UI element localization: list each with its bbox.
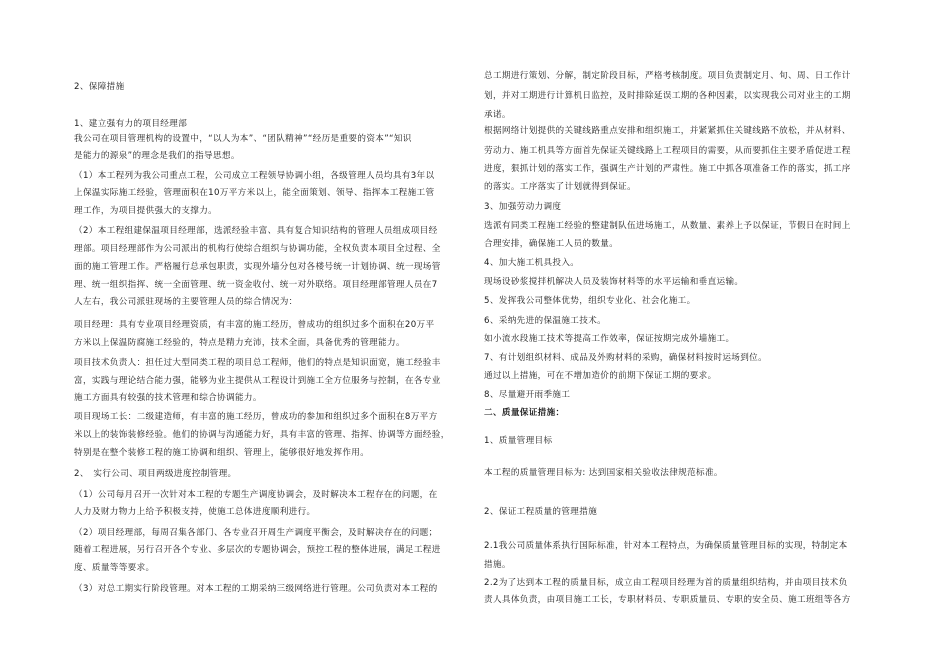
right-column-text-line: 5、发挥我公司整体优势，组织专业化、社会化施工。 bbox=[484, 296, 696, 306]
left-column-text-line: 项目现场工长：二级建造师，有丰富的施工经历，曾成功的参加和组织过多个面积在8万平方 bbox=[74, 412, 438, 422]
right-column-text-line: 3、加强劳动力调度 bbox=[484, 202, 562, 212]
right-column-text-line: 承诺。 bbox=[484, 110, 511, 120]
left-column-text-line: 随着工程进展，另行召开各个专业、多层次的专题协调会，预控工程的整体进展，满足工程进 bbox=[74, 545, 441, 555]
right-column-text-line: 措施。 bbox=[484, 560, 511, 570]
left-column-text-line: 1、建立强有力的项目经理部 bbox=[74, 119, 188, 129]
left-column-text-line: （3）对总工期实行阶段管理。对本工程的工期采纳三级网络进行管理。公司负责对本工程的 bbox=[74, 584, 438, 594]
left-column-text-line: 度、质量等等要求。 bbox=[74, 563, 155, 573]
right-column-text-line: 总工期进行策划、分解，制定阶段目标，严格考核制度。项目负责制定月、旬、周、日工作计 bbox=[484, 71, 851, 81]
right-column-text-line: 选派有同类工程施工经验的整建制队伍进场施工，从数量、素养上予以保证，节假日在时间上 bbox=[484, 221, 851, 231]
right-column-text-line: 8、尽量避开雨季施工 bbox=[484, 390, 571, 400]
left-column-text-line: （2）项目经理部，每周召集各部门、各专业召开周生产调度平衡会，及时解决存在的问题； bbox=[74, 528, 438, 538]
right-column-text-line: 2.2为了达到本工程的质量目标，成立由工程项目经理为首的质量组织结构，并由项目技术负 bbox=[484, 578, 848, 588]
left-column-text-line: 施工方面具有较强的技术管理和综合协调能力。 bbox=[74, 393, 262, 403]
right-column-text-line: 劳动力、施工机具等方面首先保证关键线路上工程项目的需要，从而要抓住主要矛盾促进工程 bbox=[484, 146, 851, 156]
right-column-text-line: 合理安排，确保施工人员的数量。 bbox=[484, 239, 619, 249]
left-column-text-line: （1）本工程列为我公司重点工程，公司成立工程领导协调小组，各级管理人员均具有3年以 bbox=[74, 171, 435, 181]
right-column-text-line: 责人具体负责，由项目施工工长，专职材料员、专职质量员、专职的安全员、施工班组等各方 bbox=[484, 595, 851, 605]
left-column-text-line: 人左右，我公司派驻现场的主要管理人员的综合情况为： bbox=[74, 297, 298, 307]
right-column-text-line: 根据网络计划提供的关键线路重点安排和组织施工，并紧紧抓住关键线路不放松，并从材料、 bbox=[484, 126, 851, 136]
left-column-text-line: 我公司在项目管理机构的设置中，“以人为本”、“团队精神”“经历是重要的资本”“知识 bbox=[74, 134, 412, 144]
right-column-text-line: 4、加大施工机具投入。 bbox=[484, 258, 580, 268]
left-column-text-line: 上保温实际施工经验，管理面积在10万平方米以上，能全面策划、领导、指挥本工程施工管 bbox=[74, 188, 435, 198]
left-column-text-line: 2、保障措施 bbox=[74, 82, 125, 92]
right-column-text-line: 如小流水段施工技术等提高工作效率，保证按期完成外墙施工。 bbox=[484, 334, 735, 344]
left-column-text-line: 理部。项目经理部作为公司派出的机构行使综合组织与协调功能，全权负责本项目全过程、全 bbox=[74, 244, 441, 254]
right-column-text-line: 1、质量管理目标 bbox=[484, 436, 553, 446]
right-column-text-line: 通过以上措施，可在不增加造价的前期下保证工期的要求。 bbox=[484, 371, 717, 381]
left-column-text-line: 特别是在整个装修工程的施工协调和组织、管理上，能够很好地发挥作用。 bbox=[74, 448, 370, 458]
right-column-text-line: 的落实。工序落实了计划就得到保证。 bbox=[484, 182, 637, 192]
right-column-text-line: 7、有计划组织材料、成品及外购材料的采购，确保材料按时运场到位。 bbox=[484, 353, 768, 363]
left-column-text-line: 项目经理：具有专业项目经理资质，有丰富的施工经历，曾成功的组织过多个面积在20万平 bbox=[74, 320, 435, 330]
left-column-text-line: 理、统一组织指挥、统一全面管理、统一资金收付、统一对外联络。项目经理部管理人员在7 bbox=[74, 280, 438, 290]
right-column-text-line: 划，并对工期进行计算机日监控，及时排除延误工期的各种因素，以实现我公司对业主的工期 bbox=[484, 91, 851, 101]
left-column-text-line: 米以上的装饰装修经验。他们的协调与沟通能力好，具有丰富的管理、指挥、协调等方面经验， bbox=[74, 430, 450, 440]
right-column-text-line: 6、采纳先进的保温施工技术。 bbox=[484, 316, 607, 326]
right-column-text-line: 2、保证工程质量的管理措施 bbox=[484, 507, 598, 517]
left-column-text-line: 项目技术负责人：担任过大型同类工程的项目总工程师，他们的特点是知识面宽，施工经验丰 bbox=[74, 358, 441, 368]
right-column-text-line: 2.1我公司质量体系执行国际标准，针对本工程特点，为确保质量管理目标的实现，特制定本 bbox=[484, 541, 848, 551]
left-column-text-line: 人力及财力物力上给予积极支持，使施工总体进度顺利进行。 bbox=[74, 507, 316, 517]
right-column-text-line: 进度，狠抓计划的落实工作，强调生产计划的严肃性。施工中抓各项准备工作的落实，抓工序 bbox=[484, 164, 851, 174]
right-column-text-line: 本工程的质量管理目标为: 达到国家相关验收法律规范标准。 bbox=[484, 468, 723, 478]
right-column-text-line: 现场设砂浆搅拌机解决人员及装饰材料等的水平运输和垂直运输。 bbox=[484, 277, 744, 287]
left-column-text-line: 理工作，为项目提供强大的支撑力。 bbox=[74, 206, 218, 216]
left-column-text-line: 方米以上保温防腐施工经验的，特点是精力充沛，技术全面，具备优秀的管理能力。 bbox=[74, 338, 405, 348]
left-column-text-line: 2、 实行公司、项目两级进度控制管理。 bbox=[74, 469, 237, 479]
left-column-text-line: 是能力的源泉”的理念是我们的指导思想。 bbox=[74, 151, 240, 161]
left-column-text-line: （2）本工程组建保温项目经理部，选派经验丰富、具有复合知识结构的管理人员组成项目经 bbox=[74, 226, 438, 236]
left-column-text-line: 富，实践与理论结合能力强，能够为业主提供从工程设计到施工全方位服务与控制，在各专业 bbox=[74, 376, 441, 386]
left-column-text-line: （1）公司每月召开一次针对本工程的专题生产调度协调会，及时解决本工程存在的问题，在 bbox=[74, 490, 438, 500]
right-column-text-line: 二、质量保证措施： bbox=[484, 408, 565, 418]
left-column-text-line: 面的施工管理工作。严格履行总承包职责，实现外墙分包对各楼号统一计划协调、统一现场管 bbox=[74, 262, 441, 272]
